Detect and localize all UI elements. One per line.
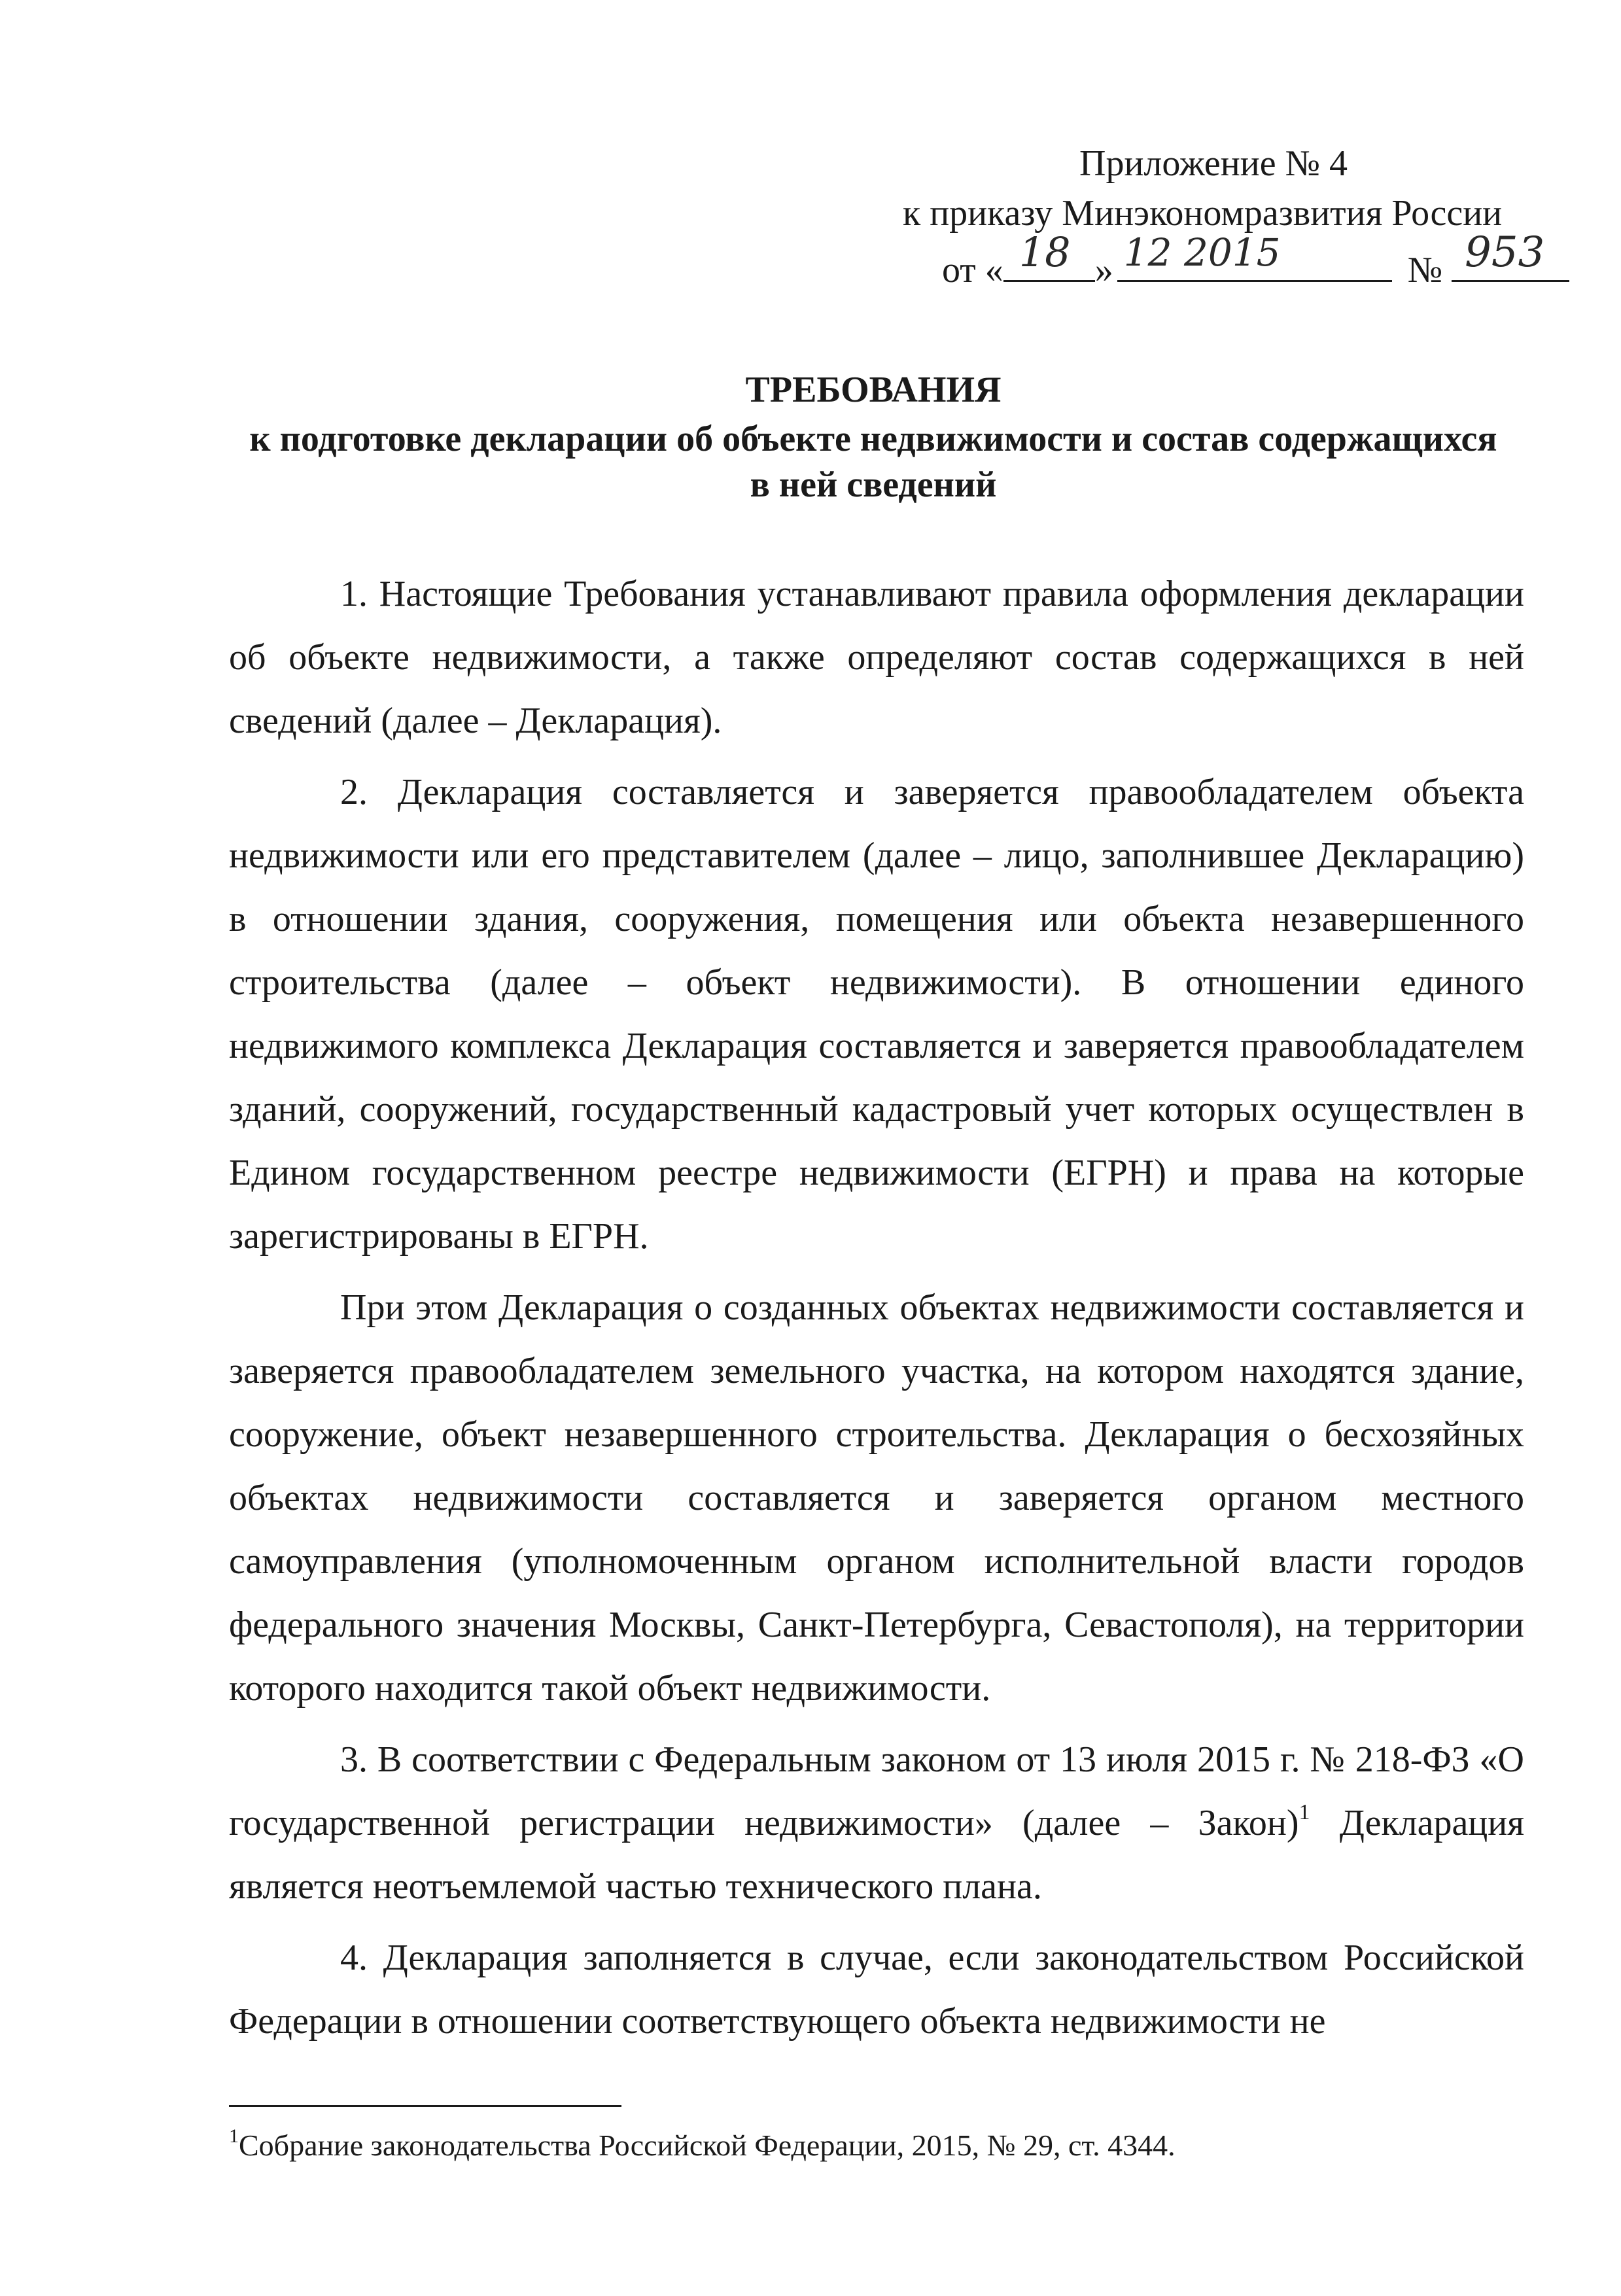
footnote-separator [229,2105,621,2107]
footnote-marker: 1 [229,2125,239,2147]
date-mid: » [1094,250,1113,290]
appendix-number: Приложение № 4 [1079,143,1348,184]
document-subtitle-line2: в ней сведений [750,464,997,505]
paragraph-3: При этом Декларация о созданных объектах недвижимости составляется и заверяется правообладателем земельного участка, на котором находятся здание, сооружение, объект незавершенного строительства. Декларация о бесхозяйных объектах недвижимости составляется и заверяется органом местного самоуправления (уполномоченным органом исполнительной власти городов федерального значения Москвы, Санкт-Петербурга, Севастополя), на территории которого находится такой объект недвижимости. [229,1287,1524,1709]
document-subtitle-line1: к подготовке декларации об объекте недвижимости и состав содержащихся [249,419,1497,459]
paragraph-4-text-before: 3. В соответствии с Федеральным законом от 13 июля 2015 г. № 218-ФЗ «О государственной регистрации недвижимости» (далее – Закон) [229,1739,1524,1843]
footnote-text: Собрание законодательства Российской Федерации, 2015, № 29, ст. 4344. [239,2129,1176,2162]
number-handwritten: 953 [1465,228,1545,277]
day-blank [1003,228,1095,282]
day-handwritten: 18 [1019,228,1071,276]
order-date-line [942,228,1569,296]
paragraph-4-text-after: Декларация является неотъемлемой частью технического плана. [229,1803,1524,1907]
footnote [229,2126,1176,2165]
document-body [229,563,1524,2053]
document-title: ТРЕБОВАНИЯ [745,370,1002,410]
paragraph-1: 1. Настоящие Требования устанавливают правила оформления декларации об объекте недвижимости, а также определяют состав содержащихся в ней сведений (далее – Декларация). [229,574,1524,741]
paragraph-4 [229,1728,1524,1919]
month-year-blank [1117,230,1392,282]
number-sign: № [1407,250,1443,290]
order-reference: к приказу Минэкономразвития России [903,193,1503,234]
number-blank [1452,228,1569,282]
footnote-reference: 1 [1299,1800,1310,1825]
paragraph-5: 4. Декларация заполняется в случае, если законодательством Российской Федерации в отношении соответствующего объекта недвижимости не [229,1938,1524,2042]
paragraph-2: 2. Декларация составляется и заверяется правообладателем объекта недвижимости или его представителем (далее – лицо, заполнившее Декларацию) в отношении здания, сооружения, помещения или объекта незавершенного строительства (далее – объект недвижимости). В отношении единого недвижимого комплекса Декларация составляется и заверяется правообладателем зданий, сооружений, государственный кадастровый учет которых осуществлен в Едином государственном реестре недвижимости (ЕГРН) и права на которые зарегистрированы в ЕГРН. [229,772,1524,1257]
date-prefix: от « [942,250,1003,290]
month-year-handwritten: 12 2015 [1123,230,1281,275]
